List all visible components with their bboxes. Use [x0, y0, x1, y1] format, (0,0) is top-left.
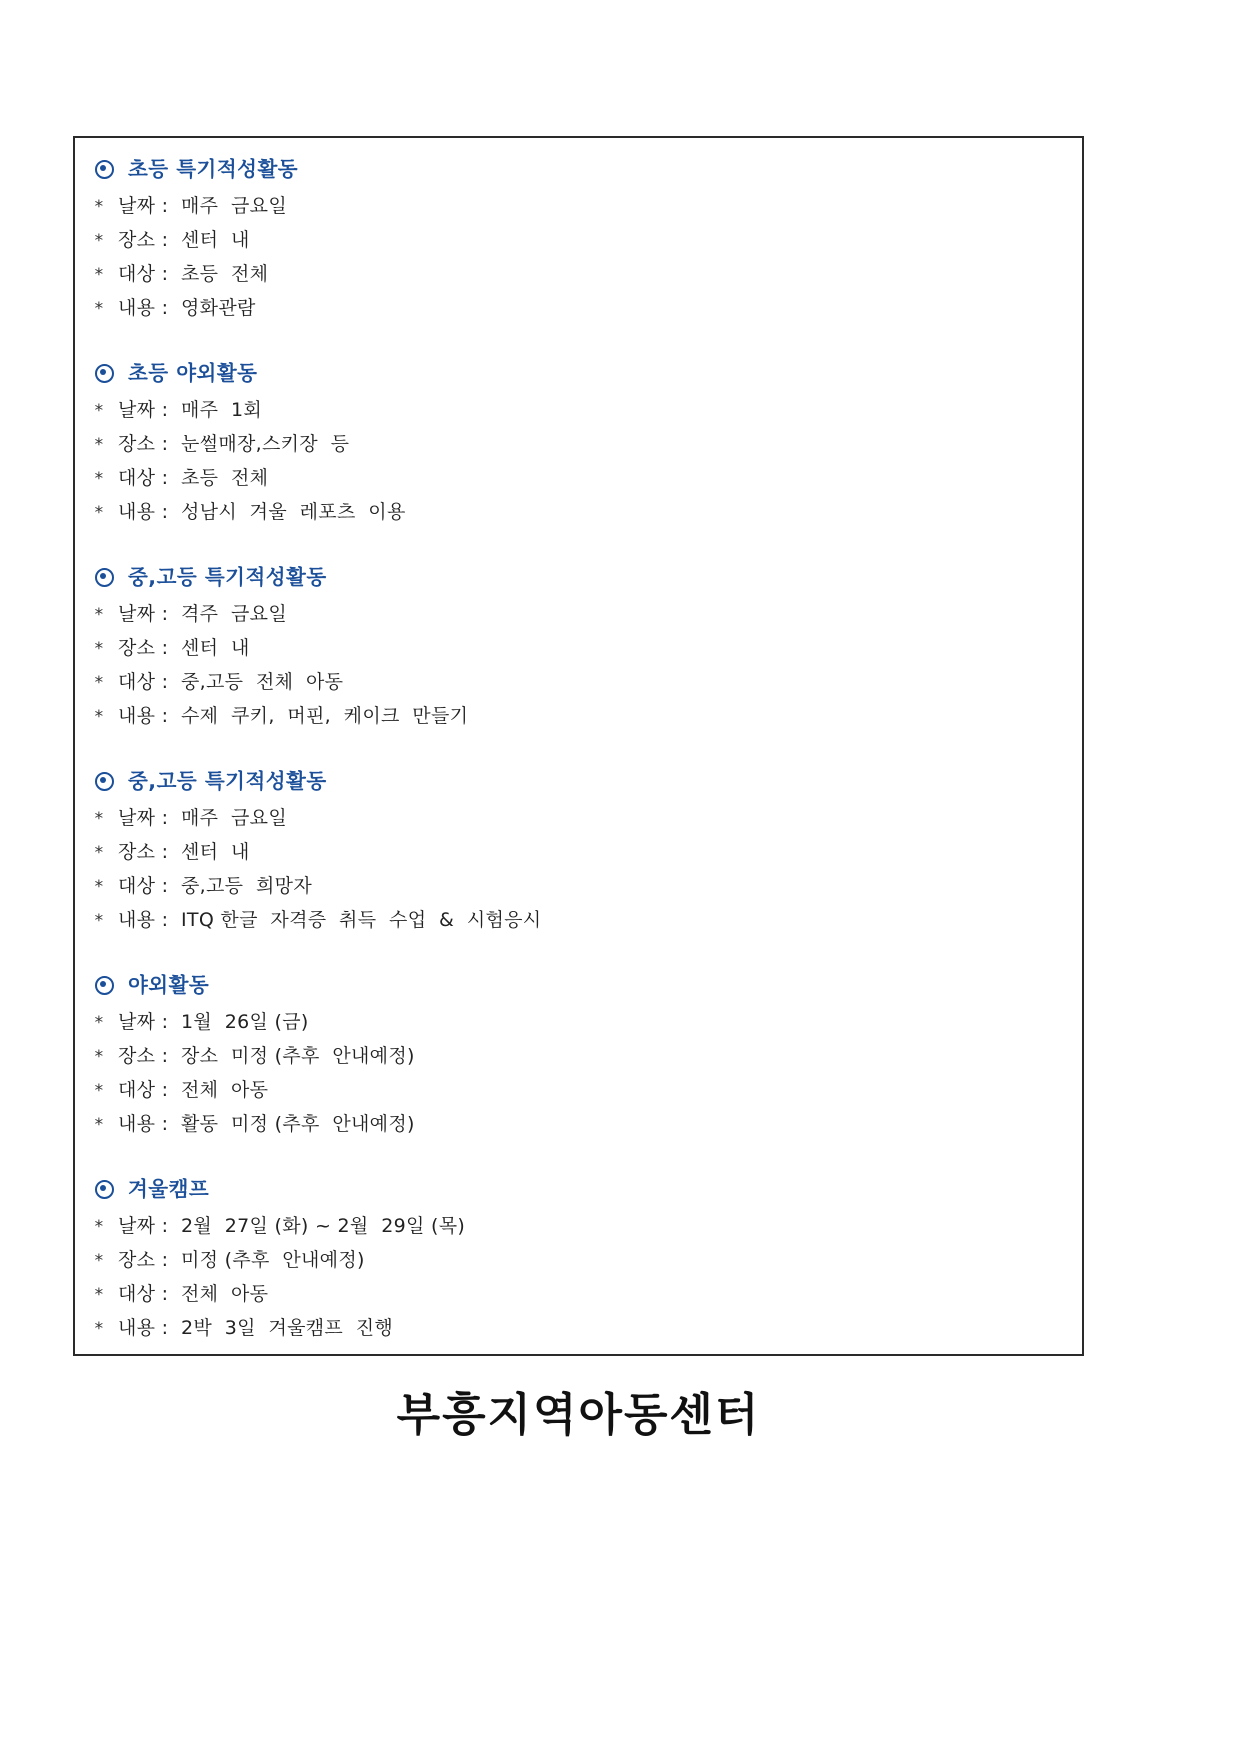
- program-section: [75, 356, 1082, 530]
- section-heading: [75, 560, 1082, 598]
- detail-text: 장소 : 센터 내: [118, 229, 250, 251]
- asterisk-icon: *: [94, 1319, 104, 1339]
- asterisk-icon: *: [94, 1115, 104, 1135]
- asterisk-icon: *: [94, 1081, 104, 1101]
- asterisk-icon: *: [94, 299, 104, 319]
- asterisk-icon: *: [94, 1217, 104, 1237]
- detail-text: 장소 : 센터 내: [118, 637, 250, 659]
- detail-text: 대상 : 초등 전체: [118, 263, 269, 285]
- detail-text: 날짜 : 격주 금요일: [118, 603, 287, 625]
- program-section: [75, 560, 1082, 734]
- program-section: [75, 1172, 1082, 1346]
- detail-row: [75, 870, 1082, 904]
- detail-row: [75, 1108, 1082, 1142]
- detail-row: [75, 700, 1082, 734]
- detail-row: [75, 1074, 1082, 1108]
- detail-row: [75, 1210, 1082, 1244]
- detail-row: [75, 258, 1082, 292]
- detail-row: [75, 1244, 1082, 1278]
- asterisk-icon: *: [94, 639, 104, 659]
- detail-text: 내용 : ITQ 한글 자격증 취득 수업 & 시험응시: [118, 909, 542, 931]
- asterisk-icon: *: [94, 503, 104, 523]
- detail-row: [75, 1040, 1082, 1074]
- detail-row: [75, 1312, 1082, 1346]
- detail-text: 내용 : 영화관람: [118, 297, 256, 319]
- asterisk-icon: *: [94, 1047, 104, 1067]
- detail-row: [75, 224, 1082, 258]
- bullseye-icon: [95, 772, 114, 791]
- detail-text: 장소 : 장소 미정 (추후 안내예정): [118, 1045, 415, 1067]
- document-frame: [73, 136, 1084, 1441]
- detail-text: 날짜 : 매주 금요일: [118, 807, 287, 829]
- asterisk-icon: *: [94, 1285, 104, 1305]
- section-heading: [75, 968, 1082, 1006]
- detail-row: [75, 496, 1082, 530]
- asterisk-icon: *: [94, 605, 104, 625]
- detail-text: 대상 : 초등 전체: [118, 467, 269, 489]
- detail-row: [75, 428, 1082, 462]
- asterisk-icon: *: [94, 673, 104, 693]
- asterisk-icon: *: [94, 435, 104, 455]
- detail-row: [75, 904, 1082, 938]
- asterisk-icon: *: [94, 1013, 104, 1033]
- section-heading-label: 초등 특기적성활동: [128, 157, 299, 181]
- asterisk-icon: *: [94, 1251, 104, 1271]
- asterisk-icon: *: [94, 707, 104, 727]
- detail-row: [75, 598, 1082, 632]
- program-section: [75, 968, 1082, 1142]
- detail-row: [75, 836, 1082, 870]
- asterisk-icon: *: [94, 401, 104, 421]
- detail-row: [75, 1006, 1082, 1040]
- section-heading: [75, 1172, 1082, 1210]
- organization-title: 부흥지역아동센터: [396, 1388, 761, 1441]
- detail-text: 대상 : 전체 아동: [118, 1079, 269, 1101]
- section-heading-label: 중,고등 특기적성활동: [128, 565, 327, 589]
- detail-row: [75, 292, 1082, 326]
- asterisk-icon: *: [94, 265, 104, 285]
- program-section: [75, 152, 1082, 326]
- document-content: [75, 138, 1082, 1446]
- detail-text: 내용 : 2박 3일 겨울캠프 진행: [118, 1317, 394, 1339]
- detail-row: [75, 190, 1082, 224]
- detail-text: 내용 : 수제 쿠키, 머핀, 케이크 만들기: [118, 705, 469, 727]
- section-heading-label: 초등 야외활동: [128, 361, 258, 385]
- detail-text: 내용 : 성남시 겨울 레포츠 이용: [118, 501, 406, 523]
- asterisk-icon: *: [94, 197, 104, 217]
- asterisk-icon: *: [94, 469, 104, 489]
- detail-text: 장소 : 센터 내: [118, 841, 250, 863]
- detail-text: 날짜 : 1월 26일 (금): [118, 1011, 309, 1033]
- program-section: [75, 764, 1082, 938]
- detail-text: 대상 : 중,고등 희망자: [118, 875, 312, 897]
- bullseye-icon: [95, 364, 114, 383]
- detail-text: 장소 : 미정 (추후 안내예정): [118, 1249, 365, 1271]
- detail-row: [75, 802, 1082, 836]
- detail-row: [75, 462, 1082, 496]
- detail-text: 대상 : 전체 아동: [118, 1283, 269, 1305]
- section-heading-label: 중,고등 특기적성활동: [128, 769, 327, 793]
- asterisk-icon: *: [94, 911, 104, 931]
- detail-row: [75, 632, 1082, 666]
- section-heading-label: 겨울캠프: [128, 1177, 210, 1201]
- detail-text: 날짜 : 2월 27일 (화) ~ 2월 29일 (목): [118, 1215, 466, 1237]
- detail-row: [75, 666, 1082, 700]
- section-heading: [75, 764, 1082, 802]
- asterisk-icon: *: [94, 843, 104, 863]
- section-heading: [75, 356, 1082, 394]
- detail-row: [75, 394, 1082, 428]
- detail-text: 내용 : 활동 미정 (추후 안내예정): [118, 1113, 415, 1135]
- bullseye-icon: [95, 160, 114, 179]
- section-heading: [75, 152, 1082, 190]
- asterisk-icon: *: [94, 877, 104, 897]
- detail-text: 날짜 : 매주 1회: [118, 399, 263, 421]
- detail-text: 대상 : 중,고등 전체 아동: [118, 671, 344, 693]
- detail-text: 날짜 : 매주 금요일: [118, 195, 287, 217]
- detail-text: 장소 : 눈썰매장,스키장 등: [118, 433, 350, 455]
- bullseye-icon: [95, 976, 114, 995]
- detail-row: [75, 1278, 1082, 1312]
- bullseye-icon: [95, 568, 114, 587]
- section-heading-label: 야외활동: [128, 973, 210, 997]
- asterisk-icon: *: [94, 809, 104, 829]
- asterisk-icon: *: [94, 231, 104, 251]
- bullseye-icon: [95, 1180, 114, 1199]
